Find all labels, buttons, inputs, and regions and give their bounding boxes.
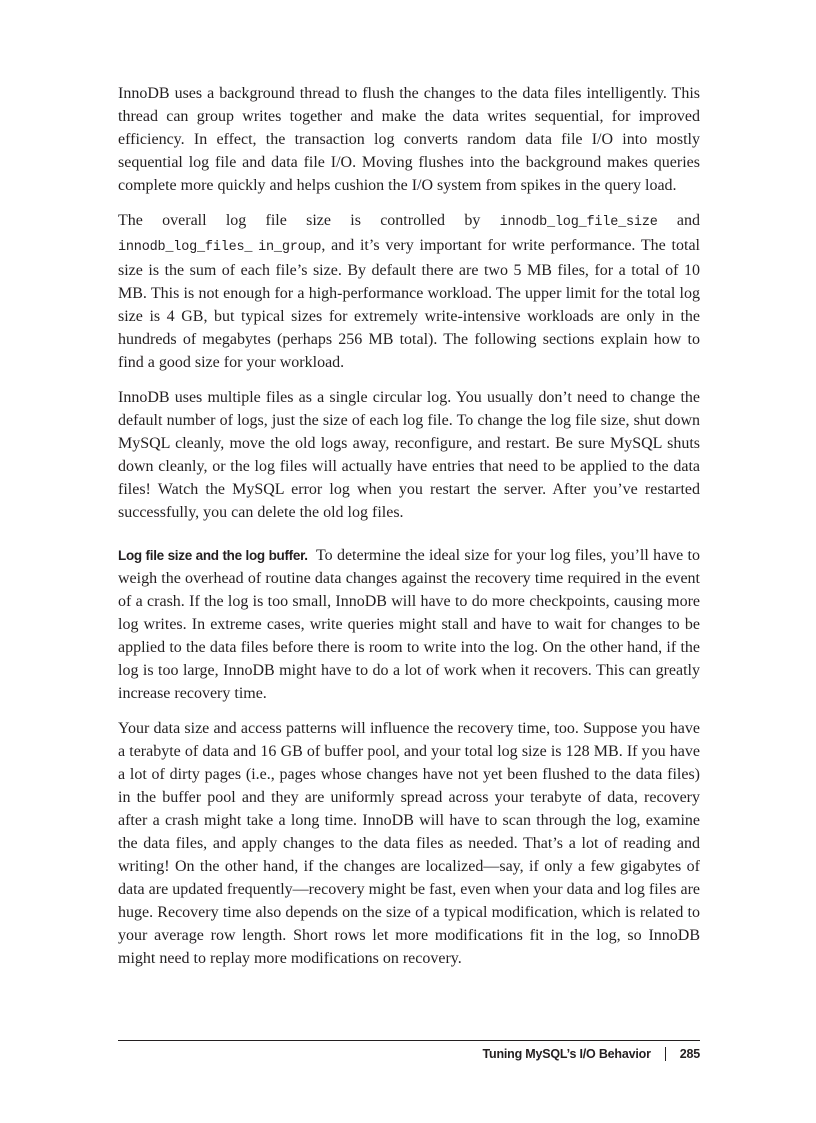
page-body [118,82,700,982]
page-number: 285 [679,1047,700,1061]
code-innodb-log-files-in-group-part1: innodb_log_files_ [118,240,253,255]
paragraph-text: To determine the ideal size for your log files, you’ll have to weigh the overhead of routine data changes against the recovery time required in the event of a crash. If the log is too small, InnoDB will have to do more checkpoints, causing more log writes. In extreme cases, write queries might stall and have to wait for changes to be applied to the data files before there is room to write into the log. On the other hand, if the log is too large, InnoDB might have to do a lot of work when it recovers. This can greatly increase recovery time. [118,547,700,702]
footer-separator [665,1047,666,1061]
paragraph-text: The overall log file size is controlled by [118,212,500,229]
paragraph-transaction-log: InnoDB uses a background thread to flush the changes to the data files intelligently. This thread can group writes together and make the data writes sequential, for improved efficiency. In effect, the transaction log converts random data file I/O into mostly sequential log file and data file I/O. Moving flushes into the background makes queries complete more quickly and helps cushion the I/O system from spikes in the query load. [118,85,700,194]
paragraph-circular-log: InnoDB uses multiple files as a single circular log. You usually don’t need to change the default number of logs, just the size of each log file. To change the log file size, shut down MySQL cleanly, move the old logs away, reconfigure, and restart. Be sure MySQL shuts down cleanly, or the log files will actually have entries that need to be applied to the data files! Watch the MySQL error log when you restart the server. After you’ve restarted successfully, you can delete the old log files. [118,389,700,521]
running-title: Tuning MySQL’s I/O Behavior [482,1047,651,1061]
code-innodb-log-files-in-group-part2: in_group [258,240,322,255]
footer-rule [118,1040,700,1041]
paragraph-text: and [657,212,700,229]
section-runin-heading: Log file size and the log buffer. [118,548,308,563]
paragraph-text: , and it’s very important for write performance. The total size is the sum of each file’s size. By default there are two 5 MB files, for a total of 10 MB. This is not enough for a high-performance workload. The upper limit for the total log size is 4 GB, but typical sizes for extremely write-intensive workloads are only in the hundreds of megabytes (perhaps 256 MB total). The following sections explain how to find a good size for your workload. [118,237,700,371]
paragraph-log-buffer [118,544,700,705]
code-innodb-log-file-size: innodb_log_file_size [499,215,658,230]
paragraph-log-file-size [118,209,700,374]
page-footer [483,1047,701,1061]
paragraph-recovery-time: Your data size and access patterns will influence the recovery time, too. Suppose you have a terabyte of data and 16 GB of buffer pool, and your total log size is 128 MB. If you have a lot of dirty pages (i.e., pages whose changes have not yet been flushed to the data files) in the buffer pool and they are uniformly spread across your terabyte of data, recovery after a crash might take a long time. InnoDB will have to scan through the log, examine the data files, and apply changes to the data files as needed. That’s a lot of reading and writing! On the other hand, if the changes are localized—say, if only a few gigabytes of data are updated frequently—recovery might be fast, even when your data and log files are huge. Recovery time also depends on the size of a typical modification, which is related to your average row length. Short rows let more modifications fit in the log, so InnoDB might need to replay more modifications on recovery. [118,720,700,967]
